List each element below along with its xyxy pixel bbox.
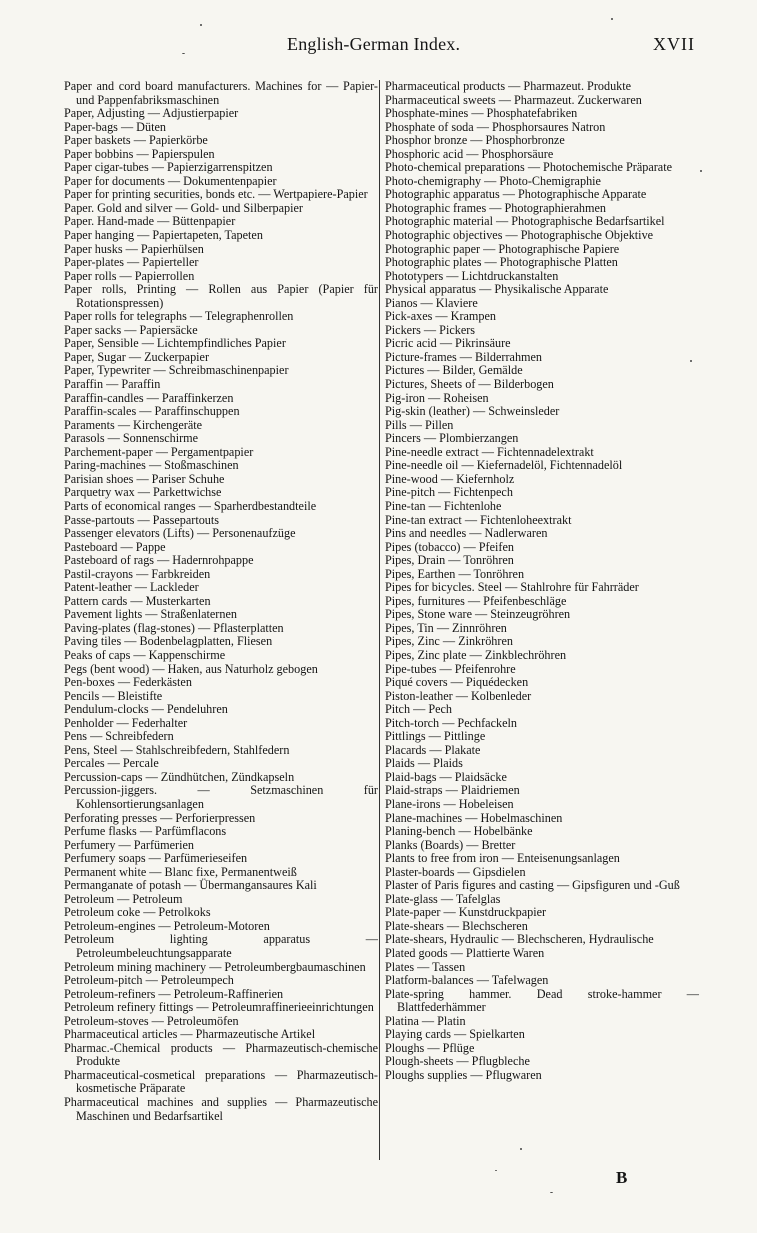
index-entry: Pattern cards — Musterkarten <box>64 593 211 608</box>
index-entry: Pianos — Klaviere <box>385 295 478 310</box>
index-entry: Petroleum-pitch — Petroleumpech <box>64 973 234 988</box>
index-entry: Pick-axes — Krampen <box>385 309 497 324</box>
index-entry: Pencils — Bleistifte <box>64 688 163 703</box>
index-entry: Parchement-paper — Pergamentpapier <box>64 444 254 459</box>
page-title: English-German Index. <box>287 34 461 54</box>
index-entry: Paper for printing securities, bonds etc. — Wertpapiere-Papier <box>64 187 368 202</box>
index-entry: Pipes, Zinc — Zinkröhren <box>385 634 513 649</box>
index-entry: Pipes, Drain — Tonröhren <box>385 553 514 568</box>
index-entry: Paving tiles — Bodenbelagplatten, Fliesen <box>64 634 273 649</box>
scan-speck <box>200 24 202 26</box>
index-entry: Pipes, Stone ware — Steinzeugröhren <box>385 607 571 622</box>
scan-speck <box>182 53 185 54</box>
index-entry: Pharmaceutical machines and supplies — Pharmazeutische Maschinen und Bedarfsartikel <box>64 1095 378 1123</box>
index-entry: Photographic plates — Photographische Platten <box>385 255 618 270</box>
index-entry: Parquetry wax — Parkettwichse <box>64 485 222 500</box>
index-entry: Paring-machines — Stoßmaschinen <box>64 458 239 473</box>
index-entry: Penholder — Federhalter <box>64 715 188 730</box>
index-entry: Permanent white — Blanc fixe, Permanentweiß <box>64 864 297 879</box>
index-entry: Plaster of Paris figures and casting — Gipsfiguren und -Guß <box>385 878 680 893</box>
index-entry: Placards — Plakate <box>385 742 481 757</box>
scan-speck <box>700 170 702 172</box>
index-entry: Photo-chemigraphy — Photo-Chemigraphie <box>385 173 601 188</box>
index-entry: Plaid-straps — Plaidriemen <box>385 783 520 798</box>
scan-speck <box>690 360 692 362</box>
index-entry: Pipes, Zinc plate — Zinkblechröhren <box>385 647 567 662</box>
index-entry: Permanganate of potash — Übermangansaures Kali <box>64 878 317 893</box>
index-entry: Pens, Steel — Stahlschreibfedern, Stahlfedern <box>64 742 290 757</box>
index-entry: Pipes for bicycles. Steel — Stahlrohre für Fahrräder <box>385 580 639 595</box>
index-entry: Petroleum lighting apparatus — Petroleumbeleuchtungsapparate <box>64 932 378 960</box>
index-entry: Phototypers — Lichtdruckanstalten <box>385 268 559 283</box>
index-entry: Paper for documents — Dokumentenpapier <box>64 173 277 188</box>
index-entry: Paper cigar-tubes — Papierzigarrenspitzen <box>64 160 273 175</box>
index-entry: Paper rolls — Papierrollen <box>64 268 195 283</box>
index-entry: Percussion-jiggers. — Setzmaschinen für Kohlensortierungsanlagen <box>64 783 378 811</box>
index-entry: Pine-needle oil — Kiefernadelöl, Fichtennadelöl <box>385 458 623 473</box>
index-entry: Parasols — Sonnenschirme <box>64 431 199 446</box>
index-entry: Paraffin-scales — Paraffinschuppen <box>64 404 240 419</box>
index-entry: Petroleum coke — Petrolkoks <box>64 905 211 920</box>
index-entry: Paper rolls, Printing — Rollen aus Papier (Papier für Rotationspressen) <box>64 282 378 310</box>
index-entry: Plane-irons — Hobeleisen <box>385 796 514 811</box>
index-entry: Photo-chemical preparations — Photochemische Präparate <box>385 160 672 175</box>
index-entry: Phosphate of soda — Phosphorsaures Natron <box>385 119 606 134</box>
index-entry: Ploughs — Pflüge <box>385 1040 475 1055</box>
index-entry: Perforating presses — Perforierpressen <box>64 810 256 825</box>
page-header <box>0 30 757 58</box>
index-entry: Pipes (tobacco) — Pfeifen <box>385 539 514 554</box>
index-entry: Paper, Sensible — Lichtempfindliches Papier <box>64 336 286 351</box>
index-entry: Paper. Hand-made — Büttenpapier <box>64 214 236 229</box>
index-entry: Plate-paper — Kunstdruckpapier <box>385 905 547 920</box>
index-entry: Piqué covers — Piquédecken <box>385 675 529 690</box>
index-entry: Platina — Platin <box>385 1013 466 1028</box>
index-entry: Planks (Boards) — Bretter <box>385 837 516 852</box>
index-entry: Pharmaceutical sweets — Pharmazeut. Zuckerwaren <box>385 92 642 107</box>
index-entry: Phosphate-mines — Phosphatefabriken <box>385 106 578 121</box>
index-entry: Paper rolls for telegraphs — Telegraphenrollen <box>64 309 294 324</box>
index-entry: Pine-tan extract — Fichtenloheextrakt <box>385 512 572 527</box>
index-entry: Photographic paper — Photographische Papiere <box>385 241 620 256</box>
index-entry: Pictures, Sheets of — Bilderbogen <box>385 377 554 392</box>
index-entry: Pig-iron — Roheisen <box>385 390 489 405</box>
index-entry: Photographic frames — Photographierahmen <box>385 200 607 215</box>
index-entry: Patent-leather — Lackleder <box>64 580 199 595</box>
index-entry: Pastil-crayons — Farbkreiden <box>64 566 211 581</box>
index-entry: Paraffin-candles — Paraffinkerzen <box>64 390 234 405</box>
index-column-left <box>64 80 378 1123</box>
index-entry: Petroleum-refiners — Petroleum-Raffinerien <box>64 986 284 1001</box>
index-entry: Phosphoric acid — Phosphorsäure <box>385 146 554 161</box>
index-entry: Passenger elevators (Lifts) — Personenaufzüge <box>64 526 296 541</box>
index-entry: Plates — Tassen <box>385 959 466 974</box>
index-entry: Parts of economical ranges — Sparherdbestandteile <box>64 498 317 513</box>
index-column-right <box>385 80 699 1082</box>
index-entry: Paper, Typewriter — Schreibmaschinenpapier <box>64 363 289 378</box>
index-entry: Pipes, furnitures — Pfeifenbeschläge <box>385 593 567 608</box>
scan-speck <box>495 1170 497 1171</box>
index-entry: Pavement lights — Straßenlaternen <box>64 607 237 622</box>
index-entry: Pitch — Pech <box>385 702 453 717</box>
column-divider <box>379 80 380 1160</box>
index-entry: Paper sacks — Papiersäcke <box>64 322 198 337</box>
index-entry: Plate-spring hammer. Dead stroke-hammer — Blattfederhämmer <box>385 986 699 1015</box>
signature-mark: B <box>616 1168 628 1187</box>
index-entry: Playing cards — Spielkarten <box>385 1027 525 1042</box>
index-entry: Pine-pitch — Fichtenpech <box>385 485 513 500</box>
index-entry: Petroleum refinery fittings — Petroleumraffinerieeinrichtungen <box>64 1000 374 1015</box>
index-entry: Platform-balances — Tafelwagen <box>385 973 549 988</box>
index-entry: Parisian shoes — Pariser Schuhe <box>64 471 225 486</box>
index-entry: Plaids — Plaids <box>385 756 463 771</box>
index-entry: Paving-plates (flag-stones) — Pflasterplatten <box>64 620 284 635</box>
index-entry: Pharmaceutical products — Pharmazeut. Produkte <box>385 79 632 93</box>
index-entry: Pins and needles — Nadlerwaren <box>385 526 548 541</box>
index-entry: Perfume flasks — Parfümflacons <box>64 824 227 839</box>
index-entry: Pig-skin (leather) — Schweinsleder <box>385 404 560 419</box>
index-entry: Paper bobbins — Papierspulen <box>64 146 215 161</box>
index-entry: Paper, Sugar — Zuckerpapier <box>64 349 210 364</box>
index-entry: Pictures — Bilder, Gemälde <box>385 363 523 378</box>
index-entry: Pickers — Pickers <box>385 322 476 337</box>
index-entry: Pittlings — Pittlinge <box>385 729 486 744</box>
index-entry: Paper-plates — Papierteller <box>64 255 199 270</box>
index-entry: Plate-glass — Tafelglas <box>385 891 501 906</box>
index-entry: Petroleum-stoves — Petroleumöfen <box>64 1013 239 1028</box>
index-entry: Plaster-boards — Gipsdielen <box>385 864 526 879</box>
index-entry: Paper baskets — Papierkörbe <box>64 133 208 148</box>
index-entry: Pen-boxes — Federkästen <box>64 675 192 690</box>
index-entry: Paper husks — Papierhülsen <box>64 241 204 256</box>
index-entry: Pendulum-clocks — Pendeluhren <box>64 702 228 717</box>
index-entry: Paper, Adjusting — Adjustierpapier <box>64 106 239 121</box>
index-entry: Paper-bags — Düten <box>64 119 166 134</box>
index-entry: Pine-wood — Kiefernholz <box>385 471 515 486</box>
index-entry: Ploughs supplies — Pflugwaren <box>385 1067 542 1082</box>
index-entry: Pills — Pillen <box>385 417 454 432</box>
index-entry: Plants to free from iron — Enteisenungsanlagen <box>385 851 620 866</box>
index-entry: Percussion-caps — Zündhütchen, Zündkapseln <box>64 769 295 784</box>
index-entry: Perfumery soaps — Parfümerieseifen <box>64 851 248 866</box>
index-entry: Pitch-torch — Pechfackeln <box>385 715 517 730</box>
index-entry: Paraments — Kirchengeräte <box>64 417 203 432</box>
scan-speck <box>520 1148 522 1150</box>
index-entry: Plaid-bags — Plaidsäcke <box>385 769 507 784</box>
index-entry: Pine-needle extract — Fichtennadelextrakt <box>385 444 594 459</box>
index-entry: Plate-shears — Blechscheren <box>385 918 528 933</box>
index-entry: Passe-partouts — Passepartouts <box>64 512 220 527</box>
scan-speck <box>611 18 613 20</box>
index-entry: Pharmaceutical articles — Pharmazeutische Artikel <box>64 1027 316 1042</box>
index-entry: Plated goods — Plattierte Waren <box>385 946 545 960</box>
index-entry: Pipe-tubes — Pfeifenrohre <box>385 661 516 676</box>
index-entry: Pine-tan — Fichtenlohe <box>385 498 502 513</box>
index-entry: Petroleum mining machinery — Petroleumbergbaumaschinen <box>64 959 366 974</box>
index-entry: Picric acid — Pikrinsäure <box>385 336 511 351</box>
index-entry: Photographic apparatus — Photographische Apparate <box>385 187 647 202</box>
scan-speck <box>550 1192 553 1193</box>
index-entry: Petroleum — Petroleum <box>64 891 183 906</box>
index-entry: Pincers — Plombierzangen <box>385 431 519 446</box>
index-entry: Photographic material — Photographische Bedarfsartikel <box>385 214 665 229</box>
index-entry: Phosphor bronze — Phosphorbronze <box>385 133 565 148</box>
index-entry: Picture-frames — Bilderrahmen <box>385 349 543 364</box>
index-entry: Pegs (bent wood) — Haken, aus Naturholz gebogen <box>64 661 318 676</box>
index-entry: Pasteboard of rags — Hadernrohpappe <box>64 553 254 568</box>
index-entry: Peaks of caps — Kappenschirme <box>64 647 226 662</box>
index-entry: Planing-bench — Hobelbänke <box>385 824 533 839</box>
index-entry: Piston-leather — Kolbenleder <box>385 688 532 703</box>
index-entry: Physical apparatus — Physikalische Apparate <box>385 282 609 297</box>
index-entry: Pharmaceutical-cosmetical preparations — Pharmazeutisch-kosmetische Präparate <box>64 1067 378 1096</box>
index-entry: Plate-shears, Hydraulic — Blechscheren, Hydraulische <box>385 932 654 947</box>
page-number: XVII <box>653 34 695 54</box>
index-entry: Pipes, Tin — Zinnröhren <box>385 620 507 635</box>
index-entry: Perfumery — Parfümerien <box>64 837 194 852</box>
index-entry: Pasteboard — Pappe <box>64 539 166 554</box>
index-entry: Photographic objectives — Photographische Objektive <box>385 228 654 243</box>
index-entry: Plough-sheets — Pflugbleche <box>385 1054 530 1069</box>
index-entry: Paper hanging — Papiertapeten, Tapeten <box>64 228 263 243</box>
index-entry: Plane-machines — Hobelmaschinen <box>385 810 563 825</box>
index-entry: Pipes, Earthen — Tonröhren <box>385 566 525 581</box>
index-entry: Percales — Percale <box>64 756 159 771</box>
index-entry: Paraffin — Paraffin <box>64 377 161 392</box>
index-entry: Petroleum-engines — Petroleum-Motoren <box>64 918 270 933</box>
index-entry: Pharmac.-Chemical products — Pharmazeutisch-chemische Produkte <box>64 1040 378 1069</box>
index-entry: Paper and cord board manufacturers. Machines for — Papier- und Pappenfabriksmaschinen <box>64 79 378 107</box>
index-entry: Pens — Schreibfedern <box>64 729 174 744</box>
index-entry: Paper. Gold and silver — Gold- und Silberpapier <box>64 200 303 215</box>
